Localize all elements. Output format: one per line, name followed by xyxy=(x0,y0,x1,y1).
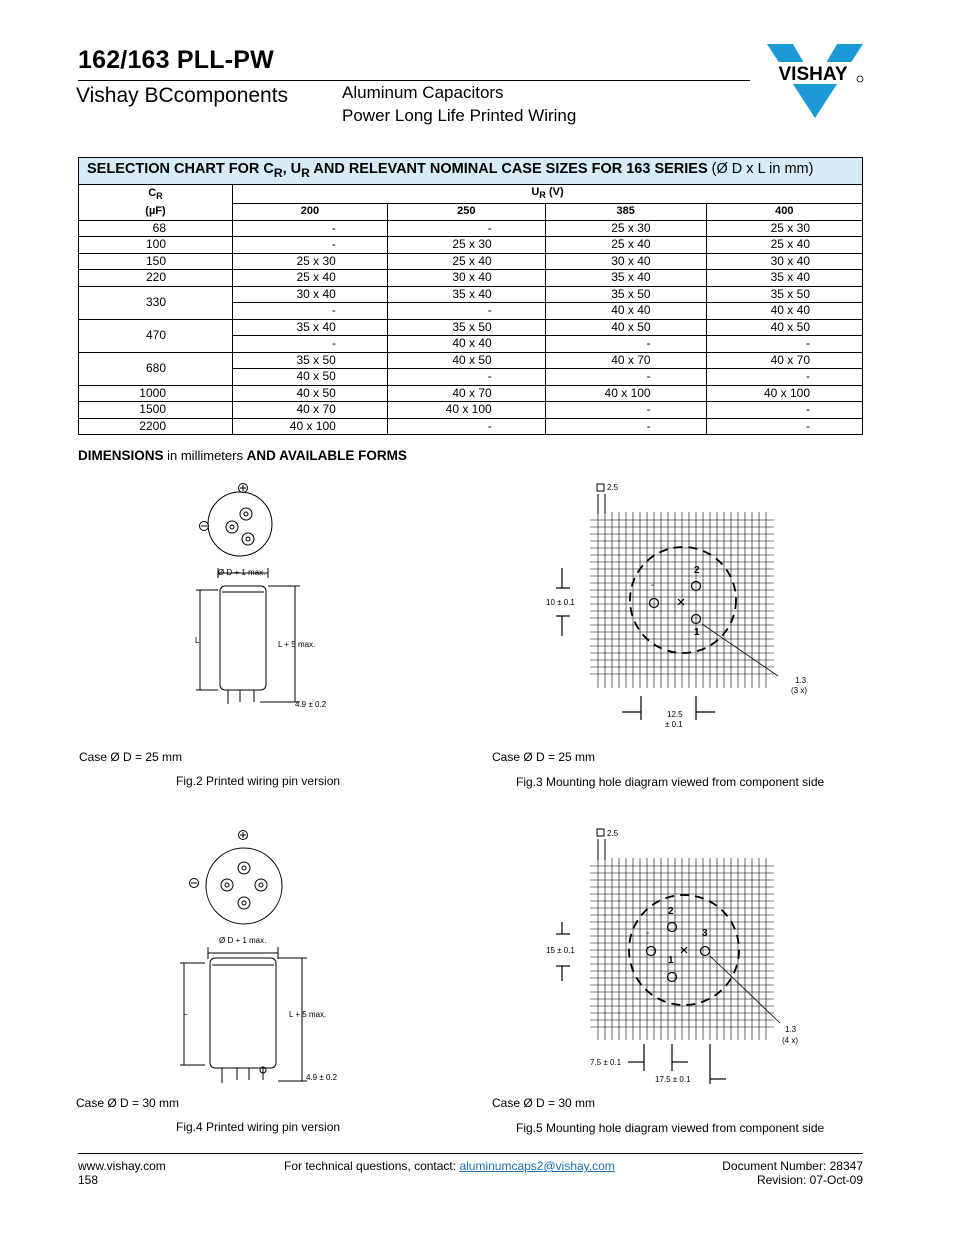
case-size-cell: 25 x 30 xyxy=(706,220,862,237)
fig5-hole-label-2: (4 x) xyxy=(782,1036,798,1045)
fig4-case-label: Case Ø D = 30 mm xyxy=(76,1096,180,1110)
fig4-caption: Fig.4 Printed wiring pin version xyxy=(176,1120,341,1134)
fig4-l-label: L xyxy=(183,1008,188,1017)
voltage-header-385: 385 xyxy=(545,204,706,221)
fig3-hole-label-1: 1.3 xyxy=(795,676,807,685)
case-size-cell: 25 x 30 xyxy=(545,220,706,237)
fig5-case-label: Case Ø D = 30 mm xyxy=(492,1096,596,1110)
case-size-cell: 25 x 40 xyxy=(387,253,545,270)
capacitance-cell: 470 xyxy=(79,319,233,352)
case-size-cell: 25 x 40 xyxy=(706,237,862,254)
case-size-cell: - xyxy=(706,402,862,419)
case-size-cell: 30 x 40 xyxy=(233,286,388,303)
fig2-pin-label: 4.9 ± 0.2 xyxy=(295,700,327,709)
capacitance-cell: 68 xyxy=(79,220,233,237)
case-size-cell: 40 x 50 xyxy=(706,319,862,336)
table-row xyxy=(79,402,863,419)
table-row xyxy=(79,385,863,402)
capacitance-cell: 150 xyxy=(79,253,233,270)
case-size-cell: 40 x 40 xyxy=(387,336,545,353)
case-size-cell: 40 x 70 xyxy=(706,352,862,369)
case-size-cell: 40 x 100 xyxy=(545,385,706,402)
capacitance-cell: 1500 xyxy=(79,402,233,419)
fig5-grid-label: 2.5 xyxy=(607,829,619,838)
case-size-cell: 40 x 100 xyxy=(387,402,545,419)
case-size-cell: - xyxy=(706,418,862,435)
case-size-cell: 40 x 50 xyxy=(233,385,388,402)
capacitance-cell: 100 xyxy=(79,237,233,254)
case-size-cell: 35 x 40 xyxy=(233,319,388,336)
case-size-cell: 35 x 40 xyxy=(387,286,545,303)
case-size-cell: 40 x 70 xyxy=(387,385,545,402)
contact-email-link[interactable]: aluminumcaps2@vishay.com xyxy=(459,1159,615,1173)
footer-revision: Revision: 07-Oct-09 xyxy=(756,1173,863,1187)
case-size-cell: 40 x 70 xyxy=(233,402,388,419)
case-size-cell: - xyxy=(233,336,388,353)
case-size-cell: - xyxy=(545,336,706,353)
fig5-drawing xyxy=(540,826,820,1084)
table-caption: SELECTION CHART FOR $C_R$, $U_R$ AND RELEVANT NOMINAL CASE SIZES FOR 163 SERIES (Ø D x L in mm) xyxy=(79,158,863,185)
selection-chart-table xyxy=(78,157,863,435)
fig3-case-label: Case Ø D = 25 mm xyxy=(492,750,596,764)
table-row xyxy=(79,237,863,254)
fig2-caption: Fig.2 Printed wiring pin version xyxy=(176,774,341,788)
fig4-width-label: Ø D + 1 max. xyxy=(219,936,267,945)
capacitance-cell: 1000 xyxy=(79,385,233,402)
fig3-pin-2: 2 xyxy=(694,565,700,576)
voltage-header-400: 400 xyxy=(706,204,862,221)
case-size-cell: 30 x 40 xyxy=(706,253,862,270)
capacitance-cell: 220 xyxy=(79,270,233,287)
table-row xyxy=(79,286,863,303)
case-size-cell: 35 x 40 xyxy=(545,270,706,287)
product-subtitle-line2: Power Long Life Printed Wiring xyxy=(342,106,577,125)
case-size-cell: 40 x 70 xyxy=(545,352,706,369)
case-size-cell: 40 x 50 xyxy=(387,352,545,369)
svg-text:VISHAY: VISHAY xyxy=(778,64,848,85)
brand-name: Vishay BCcomponents xyxy=(76,84,289,107)
footer-page-number: 158 xyxy=(78,1173,99,1187)
case-size-cell: 40 x 40 xyxy=(706,303,862,320)
footer-contact: For technical questions, contact: aluminumcaps2@vishay.com xyxy=(284,1159,615,1173)
case-size-cell: 30 x 40 xyxy=(387,270,545,287)
case-size-cell: - xyxy=(706,336,862,353)
fig3-pin-1: 1 xyxy=(694,627,700,638)
fig5-hole-label-1: 1.3 xyxy=(785,1025,797,1034)
footer-rule xyxy=(78,1153,863,1154)
case-size-cell: 40 x 50 xyxy=(233,369,388,386)
case-size-cell: 40 x 40 xyxy=(545,303,706,320)
case-size-cell: - xyxy=(233,303,388,320)
fig2-drawing xyxy=(190,480,350,715)
fig3-grid-label: 2.5 xyxy=(607,483,619,492)
case-size-cell: - xyxy=(233,237,388,254)
footer-document-number: Document Number: 28347 xyxy=(722,1159,863,1173)
case-size-cell: - xyxy=(545,369,706,386)
fig5-pin-2: 2 xyxy=(668,906,674,917)
case-size-cell: - xyxy=(545,418,706,435)
capacitance-cell: 680 xyxy=(79,352,233,385)
fig2-l-label: L xyxy=(195,636,200,645)
table-row xyxy=(79,319,863,336)
fig2-l-max-label: L + 5 max. xyxy=(278,640,316,649)
case-size-cell: 30 x 40 xyxy=(545,253,706,270)
case-size-cell: 35 x 40 xyxy=(706,270,862,287)
case-size-cell: - xyxy=(387,369,545,386)
fig3-caption: Fig.3 Mounting hole diagram viewed from component side xyxy=(516,775,825,789)
table-row xyxy=(79,418,863,435)
case-size-cell: 35 x 50 xyxy=(387,319,545,336)
cr-column-header: $C_R$ (µF) xyxy=(79,185,233,221)
fig3-spacing-label-1: 12.5 xyxy=(667,710,683,719)
fig5-pin-3: 3 xyxy=(702,928,708,939)
fig3-spacing-label-2: ± 0.1 xyxy=(665,720,683,729)
case-size-cell: - xyxy=(233,220,388,237)
fig5-caption: Fig.5 Mounting hole diagram viewed from component side xyxy=(516,1121,825,1135)
fig4-l-max-label: L + 5 max. xyxy=(289,1010,327,1019)
product-subtitle-line1: Aluminum Capacitors xyxy=(342,83,504,102)
table-row xyxy=(79,270,863,287)
case-size-cell: 35 x 50 xyxy=(706,286,862,303)
page-title: 162/163 PLL-PW xyxy=(78,46,274,74)
fig2-width-label: Ø D + 1 max. xyxy=(218,568,266,577)
fig3-hole-label-2: (3 x) xyxy=(791,686,807,695)
case-size-cell: - xyxy=(545,402,706,419)
footer-website[interactable]: www.vishay.com xyxy=(78,1159,166,1173)
fig5-pin-1: 1 xyxy=(668,955,674,966)
case-size-cell: 25 x 30 xyxy=(233,253,388,270)
fig5-minus: - xyxy=(646,928,650,939)
vishay-logo xyxy=(767,44,867,120)
ur-column-header: $U_R$ (V) xyxy=(233,185,863,204)
case-size-cell: 40 x 50 xyxy=(545,319,706,336)
case-size-cell: 25 x 40 xyxy=(233,270,388,287)
header-rule xyxy=(78,80,750,81)
voltage-header-200: 200 xyxy=(233,204,388,221)
table-row xyxy=(79,352,863,369)
fig3-minus: - xyxy=(651,580,655,591)
case-size-cell: - xyxy=(387,418,545,435)
fig5-left-label: 7.5 ± 0.1 xyxy=(590,1058,622,1067)
case-size-cell: - xyxy=(387,220,545,237)
voltage-header-250: 250 xyxy=(387,204,545,221)
dimensions-heading: DIMENSIONS in millimeters AND AVAILABLE FORMS xyxy=(78,448,407,463)
case-size-cell: 35 x 50 xyxy=(545,286,706,303)
fig3-drawing xyxy=(540,480,820,730)
fig3-pitch-label: 10 ± 0.1 xyxy=(546,598,575,607)
fig2-case-label: Case Ø D = 25 mm xyxy=(79,750,183,764)
table-row xyxy=(79,253,863,270)
case-size-cell: - xyxy=(706,369,862,386)
case-size-cell: - xyxy=(387,303,545,320)
fig4-pin-label: 4.9 ± 0.2 xyxy=(306,1073,338,1082)
table-row xyxy=(79,220,863,237)
case-size-cell: 25 x 40 xyxy=(545,237,706,254)
case-size-cell: 35 x 50 xyxy=(233,352,388,369)
fig4-drawing xyxy=(175,825,350,1085)
case-size-cell: 25 x 30 xyxy=(387,237,545,254)
case-size-cell: 40 x 100 xyxy=(233,418,388,435)
fig5-pitch-label: 15 ± 0.1 xyxy=(546,946,575,955)
capacitance-cell: 2200 xyxy=(79,418,233,435)
case-size-cell: 40 x 100 xyxy=(706,385,862,402)
capacitance-cell: 330 xyxy=(79,286,233,319)
fig5-right-label: 17.5 ± 0.1 xyxy=(655,1075,691,1084)
